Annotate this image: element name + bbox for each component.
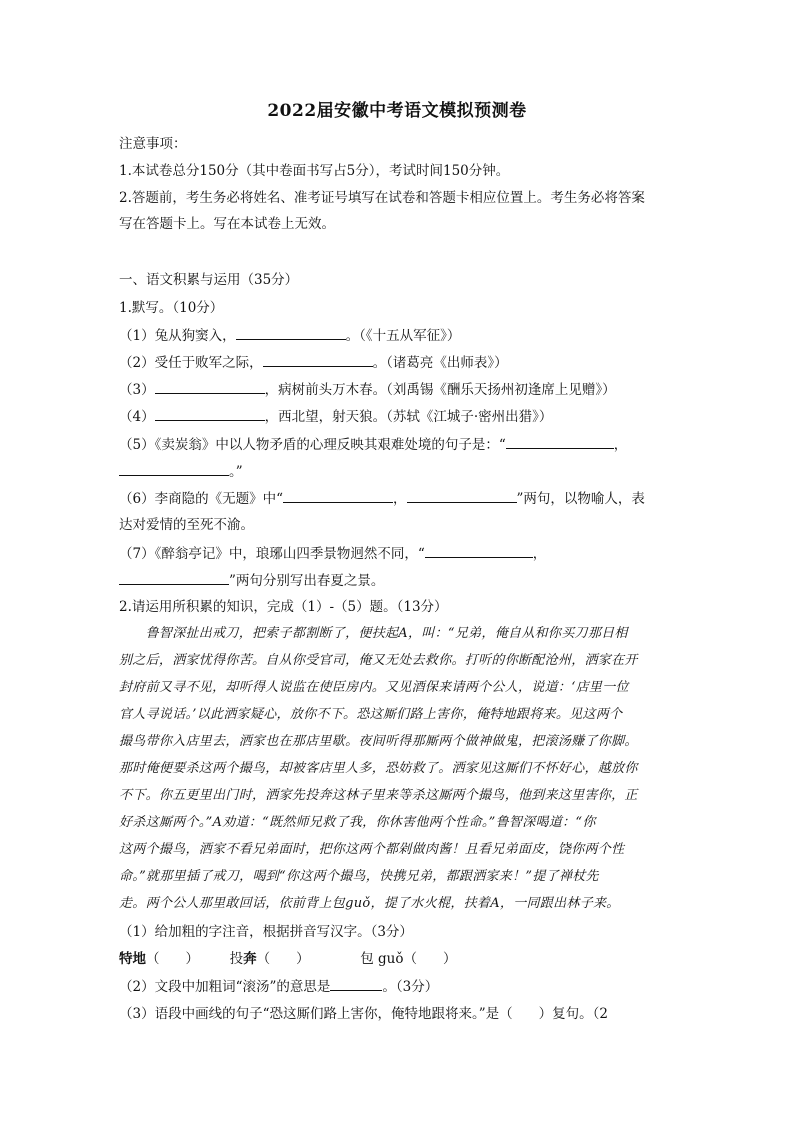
answer-blank[interactable] (119, 461, 229, 476)
paren-close: ） (296, 951, 310, 967)
q1-5-text-c: 。” (229, 464, 243, 480)
q1-line-5-cont (119, 461, 679, 482)
q1-line-3 (119, 379, 679, 400)
passage-line: 撮鸟带你入店里去，洒家也在那店里歇。夜间听得那厮两个做神做鬼，把滚汤赚了你脚。 (119, 734, 638, 749)
passage-line: 官人寻说话。’以此洒家疑心，放你不下。恐这厮们路上害你，俺特地跟将来。见这两个 (119, 707, 623, 722)
answer-blank[interactable] (425, 543, 533, 558)
q2-sub-1-answers (119, 949, 679, 969)
answer-blank[interactable] (330, 976, 382, 991)
q1-7-text-c: ”两句分别写出春夏之景。 (229, 573, 385, 589)
q1-6-text-b: ， (393, 491, 407, 507)
q1-line-6-cont: 达对爱情的至死不渝。 (119, 517, 254, 533)
passage-line: 好杀这厮两个。”A劝道：“既然师兄救了我，你休害他两个性命。”鲁智深喝道：“你 (119, 815, 596, 830)
section-1-heading: 一、语文积累与运用（35分） (119, 272, 299, 288)
answer-blank[interactable] (155, 379, 265, 394)
q1-5-text-a: （5）《卖炭翁》中以人物矛盾的心理反映其艰难处境的句子是：“ (119, 437, 506, 453)
q2-3-text-a: （3）语段中画线的句子“恐这厮们路上害你，俺特地跟将来。”是（ (119, 1006, 513, 1022)
notice-item-2-line-1: 2.答题前，考生务必将姓名、准考证号填写在试卷和答题卡相应位置上。考生务必将答案 (119, 190, 645, 206)
q1-line-2 (119, 352, 679, 373)
passage-line: 走。两个公人那里敢回话，依前背上包guǒ，提了水火棍，扶着A，一同跟出林子来。 (119, 896, 620, 911)
question-1-heading: 1.默写。（10分） (119, 300, 224, 316)
q1-2-text-b: 。（诸葛亮《出师表》） (372, 355, 508, 371)
word-bao: 包 (360, 951, 374, 967)
passage-line: 命。”就那里插了戒刀，喝到“你这两个撮鸟，快携兄弟，都跟洒家来！”提了禅杖先 (119, 869, 599, 884)
q1-3-text-a: （3） (119, 382, 155, 398)
q2-3-text-b: ）复句。（2 (538, 1006, 608, 1022)
q1-line-4 (119, 406, 679, 427)
q1-3-text-b: ，病树前头万木春。（刘禹锡《酬乐天扬州初逢席上见赠》） (264, 382, 616, 398)
paren-open: （ (146, 951, 160, 967)
question-2-heading: 2.请运用所积累的知识，完成（1）-（5）题。（13分） (119, 599, 448, 615)
q1-6-text-a: （6）李商隐的《无题》中“ (119, 491, 283, 507)
q1-line-6 (119, 488, 679, 509)
q1-line-5 (119, 434, 679, 455)
passage-line: 不下。你五更里出门时，洒家先投奔这林子里来等杀这厮两个撮鸟，他到来这里害你，正 (119, 788, 638, 803)
q2-2-text-b: 。（3分） (382, 979, 439, 995)
paren-close: ） (185, 951, 199, 967)
q2-sub-2 (119, 976, 679, 997)
q2-sub-1: （1）给加粗的字注音，根据拼音写汉字。（3分） (119, 924, 413, 940)
word-tedi: 特地 (119, 951, 146, 967)
answer-blank[interactable] (283, 488, 393, 503)
q1-1-text-a: （1）兔从狗窦入， (119, 328, 236, 344)
q1-1-text-b: 。（《十五从军征》） (345, 328, 461, 344)
q1-line-1 (119, 325, 679, 346)
q1-line-7 (119, 543, 679, 564)
q1-4-text-b: ，西北望，射天狼。（苏轼《江城子·密州出猎》） (264, 409, 553, 425)
pinyin-guo: guǒ (377, 951, 404, 967)
answer-blank[interactable] (236, 325, 346, 340)
passage-line: 那时俺便要杀这两个撮鸟，却被客店里人多，恐妨救了。洒家见这厮们不怀好心，越放你 (119, 761, 638, 776)
q1-2-text-a: （2）受任于败军之际， (119, 355, 263, 371)
word-toubenn: 投奔 (229, 951, 257, 967)
paren-open: （ (256, 951, 271, 967)
answer-blank[interactable] (506, 434, 614, 449)
notice-item-1: 1.本试卷总分150分（其中卷面书写占5分），考试时间150分钟。 (119, 163, 510, 179)
q2-sub-3 (119, 1004, 679, 1024)
q1-line-7-cont (119, 570, 679, 591)
q1-7-text-a: （7）《醉翁亭记》中，琅琊山四季景物迥然不同，“ (119, 546, 425, 562)
notice-heading: 注意事项： (119, 136, 187, 152)
answer-blank[interactable] (407, 488, 517, 503)
passage-line: 鲁智深扯出戒刀，把索子都割断了，便扶起A，叫：“兄弟，俺自从和你买刀那日相 (119, 626, 628, 641)
passage-line: 封府前又寻不见，却听得人说监在使臣房内。又见酒保来请两个公人，说道：‘店里一位 (119, 680, 629, 695)
q1-5-text-b: ， (613, 437, 628, 453)
paren-open: （ (403, 951, 417, 967)
passage-line: 别之后，洒家忧得你苦。自从你受官司，俺又无处去救你。打听的你断配沧州，洒家在开 (119, 653, 638, 668)
q2-2-text-a: （2）文段中加粗词“滚汤”的意思是 (119, 979, 331, 995)
passage-line: 这两个撮鸟，洒家不看兄弟面时，把你这两个都剁做肉酱！且看兄弟面皮，饶你两个性 (119, 842, 625, 857)
exam-title: 2022届安徽中考语文模拟预测卷 (267, 101, 527, 121)
answer-blank[interactable] (263, 352, 373, 367)
answer-blank[interactable] (119, 570, 229, 585)
notice-item-2-line-2: 写在答题卡上。写在本试卷上无效。 (119, 216, 335, 232)
q1-6-text-c: ”两句，以物喻人，表 (516, 491, 645, 507)
paren-close: ） (442, 951, 457, 967)
answer-blank[interactable] (155, 406, 265, 421)
q1-7-text-b: ， (532, 546, 547, 562)
q1-4-text-a: （4） (119, 409, 155, 425)
